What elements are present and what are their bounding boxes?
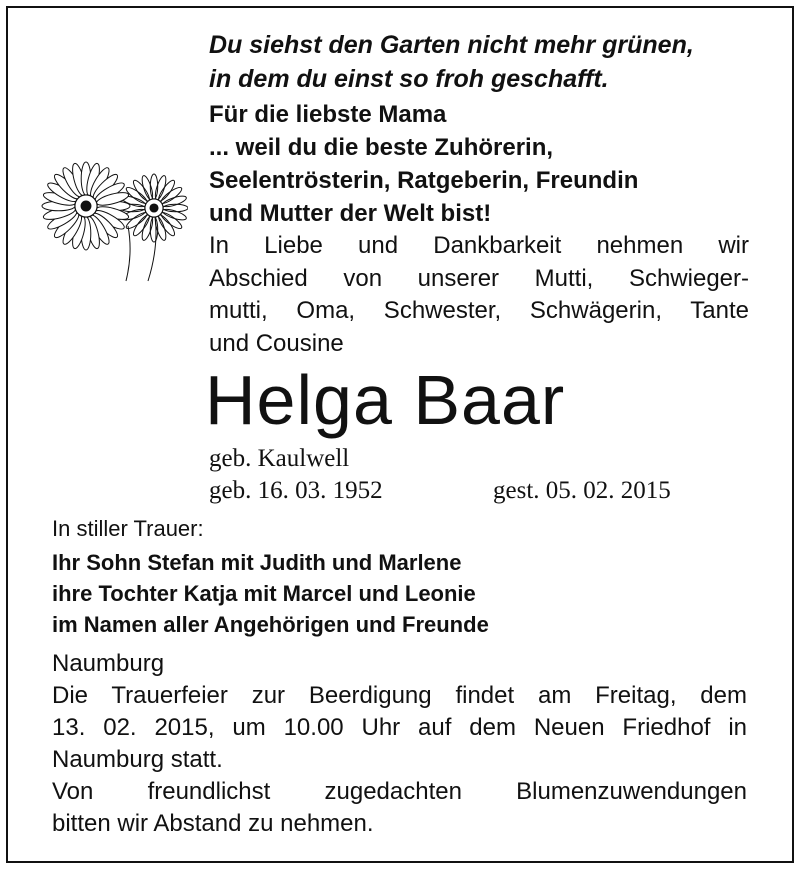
maiden-name: geb. Kaulwell: [209, 445, 350, 472]
farewell-line: In Liebe und Dankbarkeit nehmen wir: [209, 232, 749, 259]
details-line: Die Trauerfeier zur Beerdigung findet am Freitag, dem: [52, 682, 747, 709]
mourning-label: In stiller Trauer:: [52, 516, 204, 541]
details-line: bitten wir Abstand zu nehmen.: [52, 810, 374, 837]
mourner-line: im Namen aller Angehörigen und Freunde: [52, 612, 489, 637]
mourners-list: [52, 547, 489, 640]
details-line: Von freundlichst zugedachten Blumenzuwendungen: [52, 778, 747, 805]
death-date: gest. 05. 02. 2015: [493, 477, 671, 504]
farewell-text: [209, 230, 749, 360]
birth-date: geb. 16. 03. 1952: [209, 477, 383, 504]
dedication-line: und Mutter der Welt bist!: [209, 200, 492, 227]
farewell-line: mutti, Oma, Schwester, Schwägerin, Tante: [209, 297, 749, 324]
dedication-line: Seelentrösterin, Ratgeberin, Freundin: [209, 167, 639, 194]
place-name: Naumburg: [52, 650, 165, 677]
dedication-line: Für die liebste Mama: [209, 101, 447, 128]
poem-verse: [209, 28, 694, 96]
deceased-name: Helga Baar: [205, 361, 566, 439]
dedication-line: ... weil du die beste Zuhörerin,: [209, 134, 554, 161]
mourner-line: Ihr Sohn Stefan mit Judith und Marlene: [52, 550, 462, 575]
poem-line: Du siehst den Garten nicht mehr grünen,: [209, 31, 694, 59]
funeral-details: [52, 680, 747, 840]
dedication: [209, 98, 638, 230]
poem-line: in dem du einst so froh geschafft.: [209, 65, 609, 93]
farewell-line: Abschied von unserer Mutti, Schwieger-: [209, 264, 749, 292]
details-line: Naumburg statt.: [52, 746, 223, 773]
flowers-icon: [28, 148, 188, 283]
mourner-line: ihre Tochter Katja mit Marcel und Leonie: [52, 581, 476, 606]
farewell-line: und Cousine: [209, 329, 344, 357]
details-line: 13. 02. 2015, um 10.00 Uhr auf dem Neuen Friedhof in: [52, 714, 747, 741]
